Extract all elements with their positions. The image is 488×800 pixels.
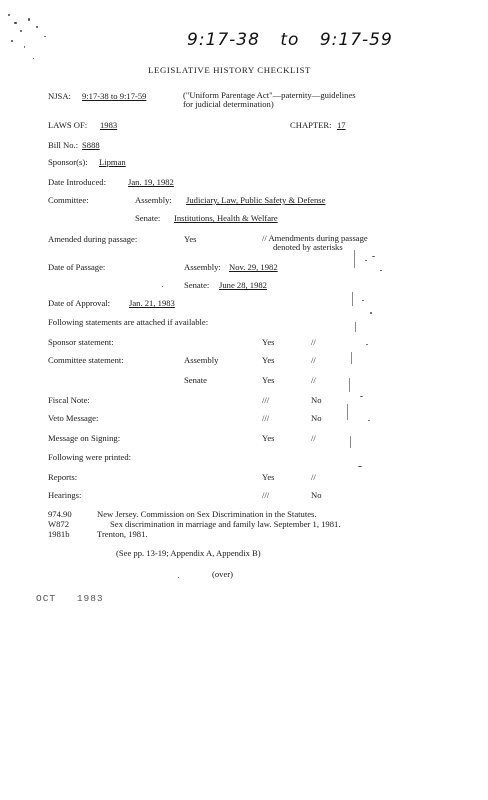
date-of-passage-label: Date of Passage: [48,262,106,272]
bill-no-label: Bill No.: [48,140,79,150]
attached-heading: Following statements are attached if available: [48,317,209,327]
reports-a: Yes [262,472,275,482]
handwritten-from: 9:17-38 [187,30,260,50]
passage-senate-label: Senate: [184,280,210,290]
committee-senate-value: Institutions, Health & Welfare [174,213,278,223]
passage-assembly-label: Assembly: [184,262,221,272]
committee-statement-senate-label: Senate [184,375,207,385]
committee-statement-senate-a: Yes [262,375,275,385]
passage-senate-value: June 28, 1982 [219,280,267,290]
message-on-signing-b: // [311,433,316,443]
chapter-label: CHAPTER: [290,120,332,130]
date-introduced-value: Jan. 19, 1982 [128,177,174,187]
stamp-year: 1983 [76,593,104,604]
reports-label: Reports: [48,472,78,482]
fiscal-note-b: No [311,395,322,405]
citation-line-3: Trenton, 1981. [97,529,148,539]
message-on-signing-label: Message on Signing: [48,433,121,443]
committee-statement-senate-b: // [311,375,316,385]
committee-label: Committee: [48,195,89,205]
citation-line-1: New Jersey. Commission on Sex Discrimination in the Statutes. [97,509,317,519]
committee-statement-assembly-b: // [311,355,316,365]
call-number-2: W872 [48,519,70,529]
see-pages: (See pp. 13-19; Appendix A, Appendix B) [116,548,261,558]
sponsors-label: Sponsor(s): [48,157,88,167]
hearings-a: /// [262,490,270,500]
njsa-value: 9:17-38 to 9:17-59 [82,91,147,101]
hearings-label: Hearings: [48,490,82,500]
call-number-1: 974.90 [48,509,72,519]
handwritten-to: 9:17-59 [319,30,393,50]
sponsors-value: Lipman [99,157,126,167]
fiscal-note-label: Fiscal Note: [48,395,90,405]
amended-note-1: // Amendments during passage [262,233,368,243]
chapter-value: 17 [337,120,346,130]
committee-senate-label: Senate: [135,213,161,223]
reports-b: // [311,472,316,482]
message-on-signing-a: Yes [262,433,275,443]
amended-note-2: denoted by asterisks [273,242,343,252]
bill-no-value: S888 [82,140,100,150]
njsa-description-2: for judicial determination) [183,99,274,109]
committee-statement-assembly-label: Assembly [184,355,219,365]
laws-of-value: 1983 [100,120,118,130]
passage-assembly-value: Nov. 29, 1982 [229,262,278,272]
committee-statement-assembly-a: Yes [262,355,275,365]
date-stamp [36,594,104,604]
stamp-month: OCT [36,593,57,604]
amended-value: Yes [184,234,197,244]
handwritten-to-word: to [280,30,300,50]
citation-line-2: Sex discrimination in marriage and family law. September 1, 1981. [110,519,341,529]
njsa-label: NJSA: [48,91,71,101]
handwritten-range [187,32,393,49]
committee-assembly-label: Assembly: [135,195,172,205]
sponsor-statement-b: // [311,337,316,347]
date-introduced-label: Date Introduced: [48,177,106,187]
veto-message-b: No [311,413,322,423]
veto-message-label: Veto Message: [48,413,99,423]
printed-heading: Following were printed: [48,452,132,462]
amended-label: Amended during passage: [48,234,138,244]
veto-message-a: /// [262,413,270,423]
sponsor-statement-a: Yes [262,337,275,347]
sponsor-statement-label: Sponsor statement: [48,337,114,347]
hearings-b: No [311,490,322,500]
fiscal-note-a: /// [262,395,270,405]
date-of-approval-value: Jan. 21, 1983 [129,298,175,308]
date-of-approval-label: Date of Approval: [48,298,111,308]
laws-of-label: LAWS OF: [48,120,88,130]
committee-assembly-value: Judiciary, Law, Public Safety & Defense [186,195,326,205]
document-title: LEGISLATIVE HISTORY CHECKLIST [148,65,312,75]
committee-statement-label: Committee statement: [48,355,124,365]
njsa-description-1: ("Uniform Parentage Act"—paternity—guidelines [183,90,356,100]
call-number-3: 1981b [48,529,70,539]
over-note: (over) [212,569,233,579]
